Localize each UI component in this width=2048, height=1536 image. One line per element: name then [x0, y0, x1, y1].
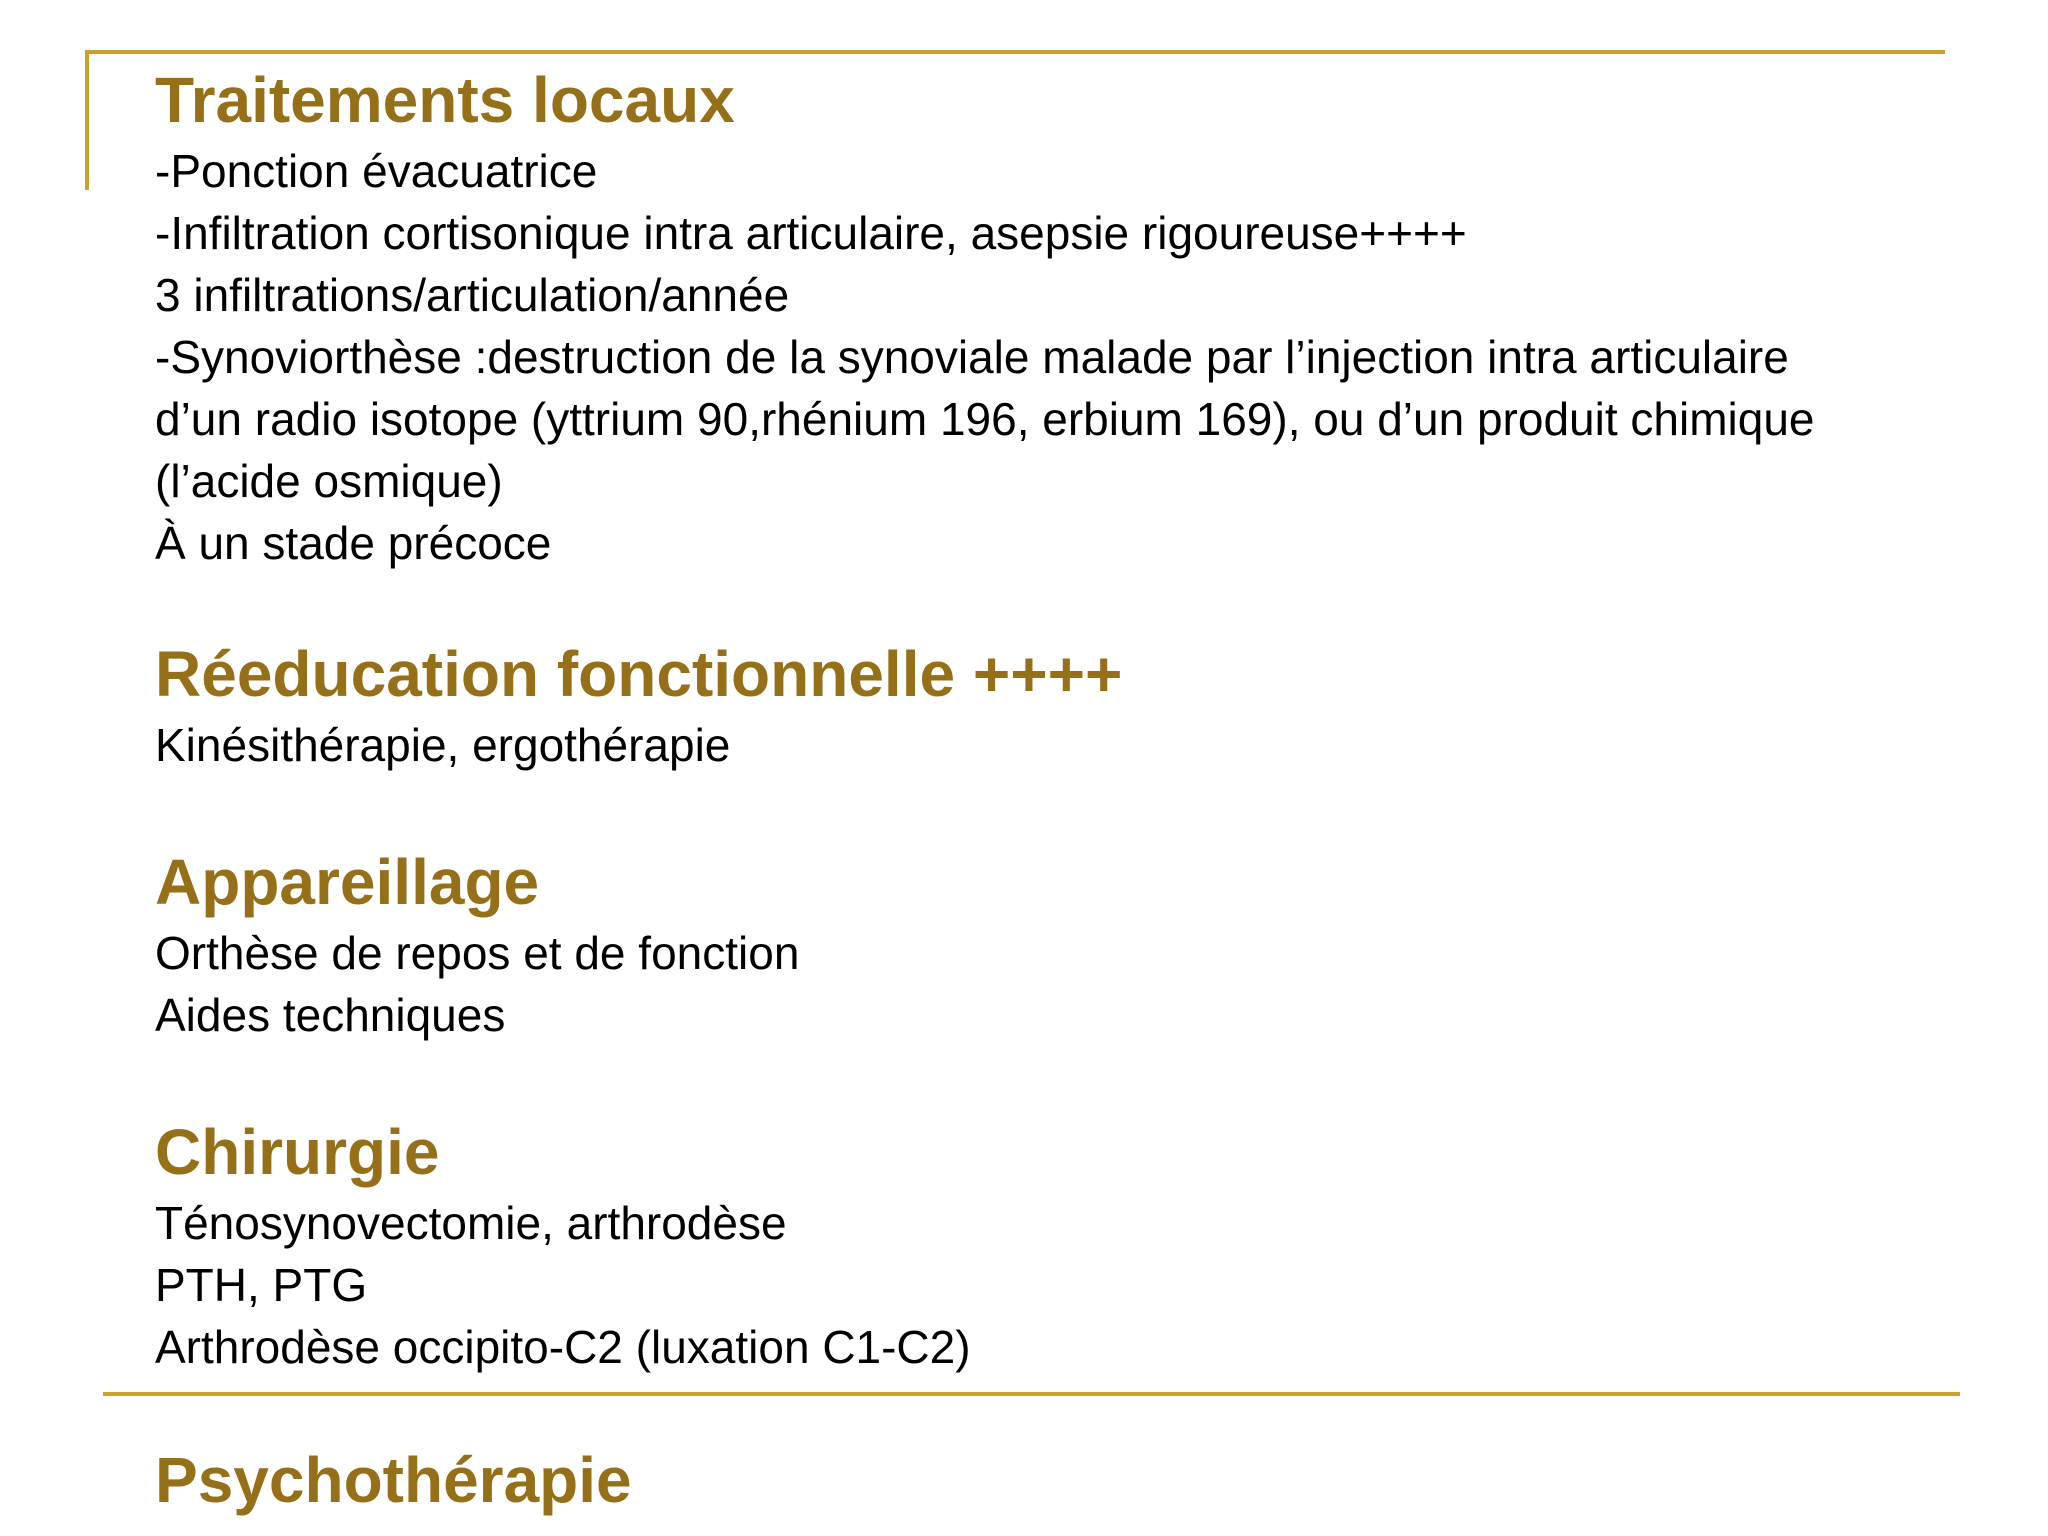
section-heading: Traitements locaux: [155, 64, 735, 136]
section-heading: Appareillage: [155, 846, 540, 918]
psychotherapie-heading: Psychothérapie: [155, 1444, 632, 1516]
section-appareillage: [155, 842, 2035, 1046]
section-heading: Réeducation fonctionnelle ++++: [155, 638, 1123, 710]
body-line: Arthrodèse occipito-C2 (luxation C1-C2): [155, 1321, 971, 1373]
body-line: PTH, PTG: [155, 1259, 368, 1311]
bottom-accent-rule: [103, 1392, 1960, 1396]
section-spacer: [155, 574, 2035, 634]
slide-content: [155, 60, 2035, 1378]
body-line: Ténosynovectomie, arthrodèse: [155, 1197, 787, 1249]
body-line: Aides techniques: [155, 989, 506, 1041]
body-line: (l’acide osmique): [155, 455, 503, 507]
body-line: 3 infiltrations/articulation/année: [155, 269, 790, 321]
body-line: -Ponction évacuatrice: [155, 145, 598, 197]
section-chirurgie: [155, 1112, 2035, 1378]
section-heading: Chirurgie: [155, 1116, 440, 1188]
top-accent-rule: [85, 50, 1945, 54]
body-line: À un stade précoce: [155, 517, 552, 569]
left-accent-rule: [85, 50, 89, 190]
body-line: -Synoviorthèse :destruction de la synoviale malade par l’injection intra articulaire: [155, 331, 1789, 383]
section-spacer: [155, 776, 2035, 842]
body-line: d’un radio isotope (yttrium 90,rhénium 196, erbium 169), ou d’un produit chimique: [155, 393, 1815, 445]
body-line: Orthèse de repos et de fonction: [155, 927, 800, 979]
section-traitements-locaux: [155, 60, 2035, 574]
section-spacer: [155, 1046, 2035, 1112]
body-line: -Infiltration cortisonique intra articulaire, asepsie rigoureuse++++: [155, 207, 1467, 259]
body-line: Kinésithérapie, ergothérapie: [155, 719, 731, 771]
section-reeducation: [155, 634, 2035, 776]
